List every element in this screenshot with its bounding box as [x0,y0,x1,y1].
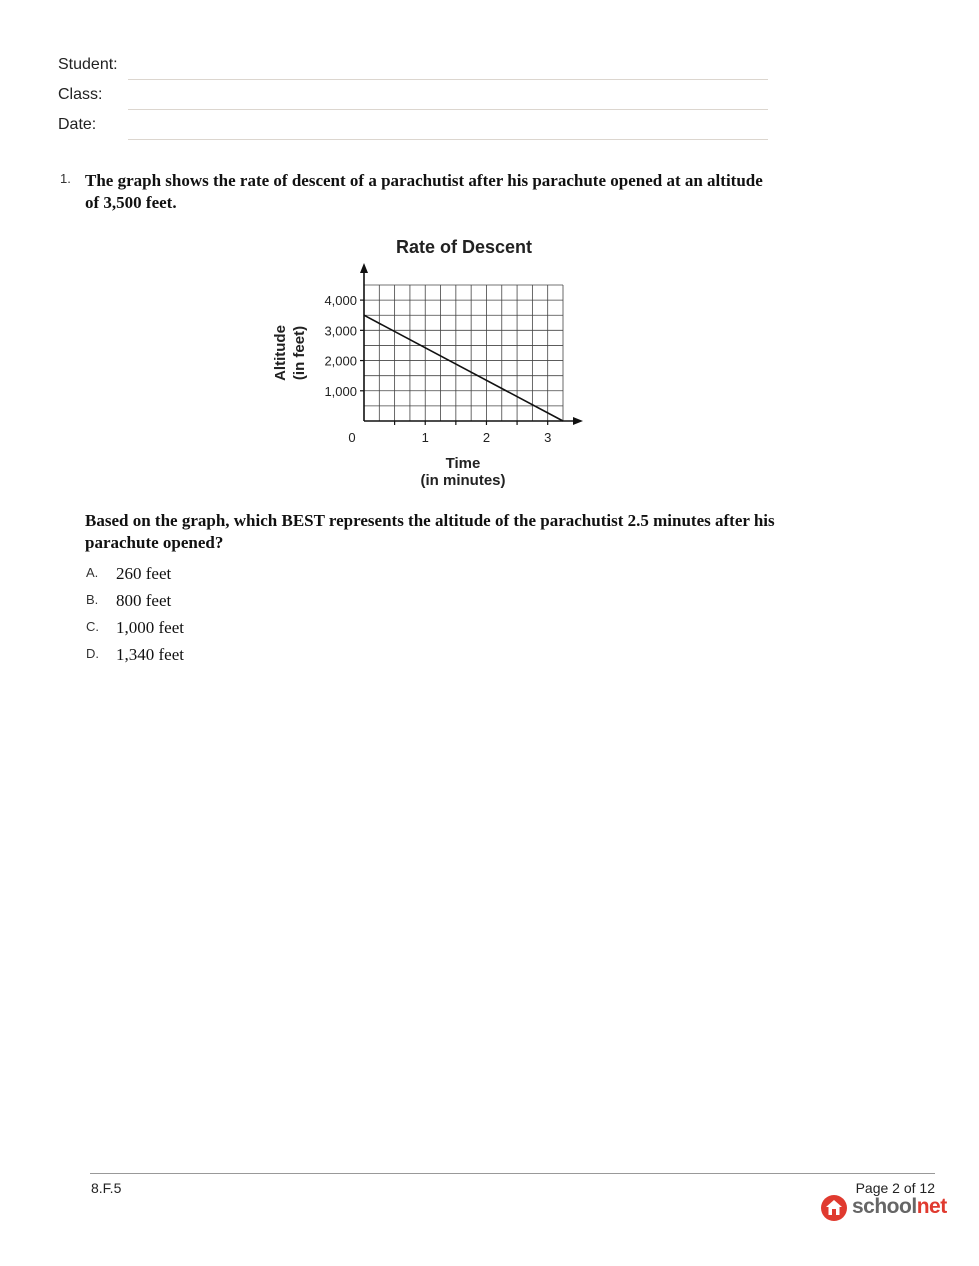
y-axis-arrow [360,263,368,273]
home-icon [820,1194,848,1222]
choice-label: A. [86,565,99,580]
choice-label: D. [86,646,99,661]
question-prompt: The graph shows the rate of descent of a parachutist after his parachute opened at an altitude of 3,500 feet. [85,171,763,212]
x-tick-label: 1 [421,430,429,445]
chart-title: Rate of Descent [395,237,533,257]
y-axis-sublabel: (in feet) [291,325,308,381]
y-tick-label: 2,000 [324,353,357,369]
logo-net-text: net [916,1195,947,1218]
class-label: Class: [58,86,103,103]
x-tick-label: 3 [544,430,552,445]
x-axis-arrow [573,417,583,425]
date-field-line [128,139,768,140]
question-stem: Based on the graph, which BEST represents the altitude of the parachutist 2.5 minutes after his parachute opened? [85,511,775,552]
logo-school-text: school [852,1195,917,1218]
student-field-line [128,79,768,80]
student-label: Student: [58,56,118,73]
x-axis-label: Time [445,455,481,472]
x-axis-sublabel: (in minutes) [420,472,506,489]
choice-text: 1,340 feet [116,645,184,664]
rate-of-descent-chart [260,228,600,493]
y-axis-label: Altitude [272,325,289,381]
choice-label: C. [86,619,99,634]
page-number: Page 2 of 12 [855,1180,935,1196]
standard-code: 8.F.5 [91,1180,122,1196]
x-tick-label: 2 [482,430,491,445]
choice-label: B. [86,592,99,607]
choice-text: 260 feet [116,564,172,583]
choice-text: 800 feet [116,591,172,610]
footer-divider [90,1173,935,1174]
question-number: 1. [60,171,71,186]
x-tick-label: 0 [348,430,356,445]
class-field-line [128,109,768,110]
descent-line [364,315,563,421]
y-tick-label: 3,000 [324,323,357,339]
y-tick-label: 4,000 [324,293,357,309]
choice-text: 1,000 feet [116,618,184,637]
date-label: Date: [58,116,97,133]
y-tick-label: 1,000 [324,383,357,399]
schoolnet-logo [820,1194,947,1224]
